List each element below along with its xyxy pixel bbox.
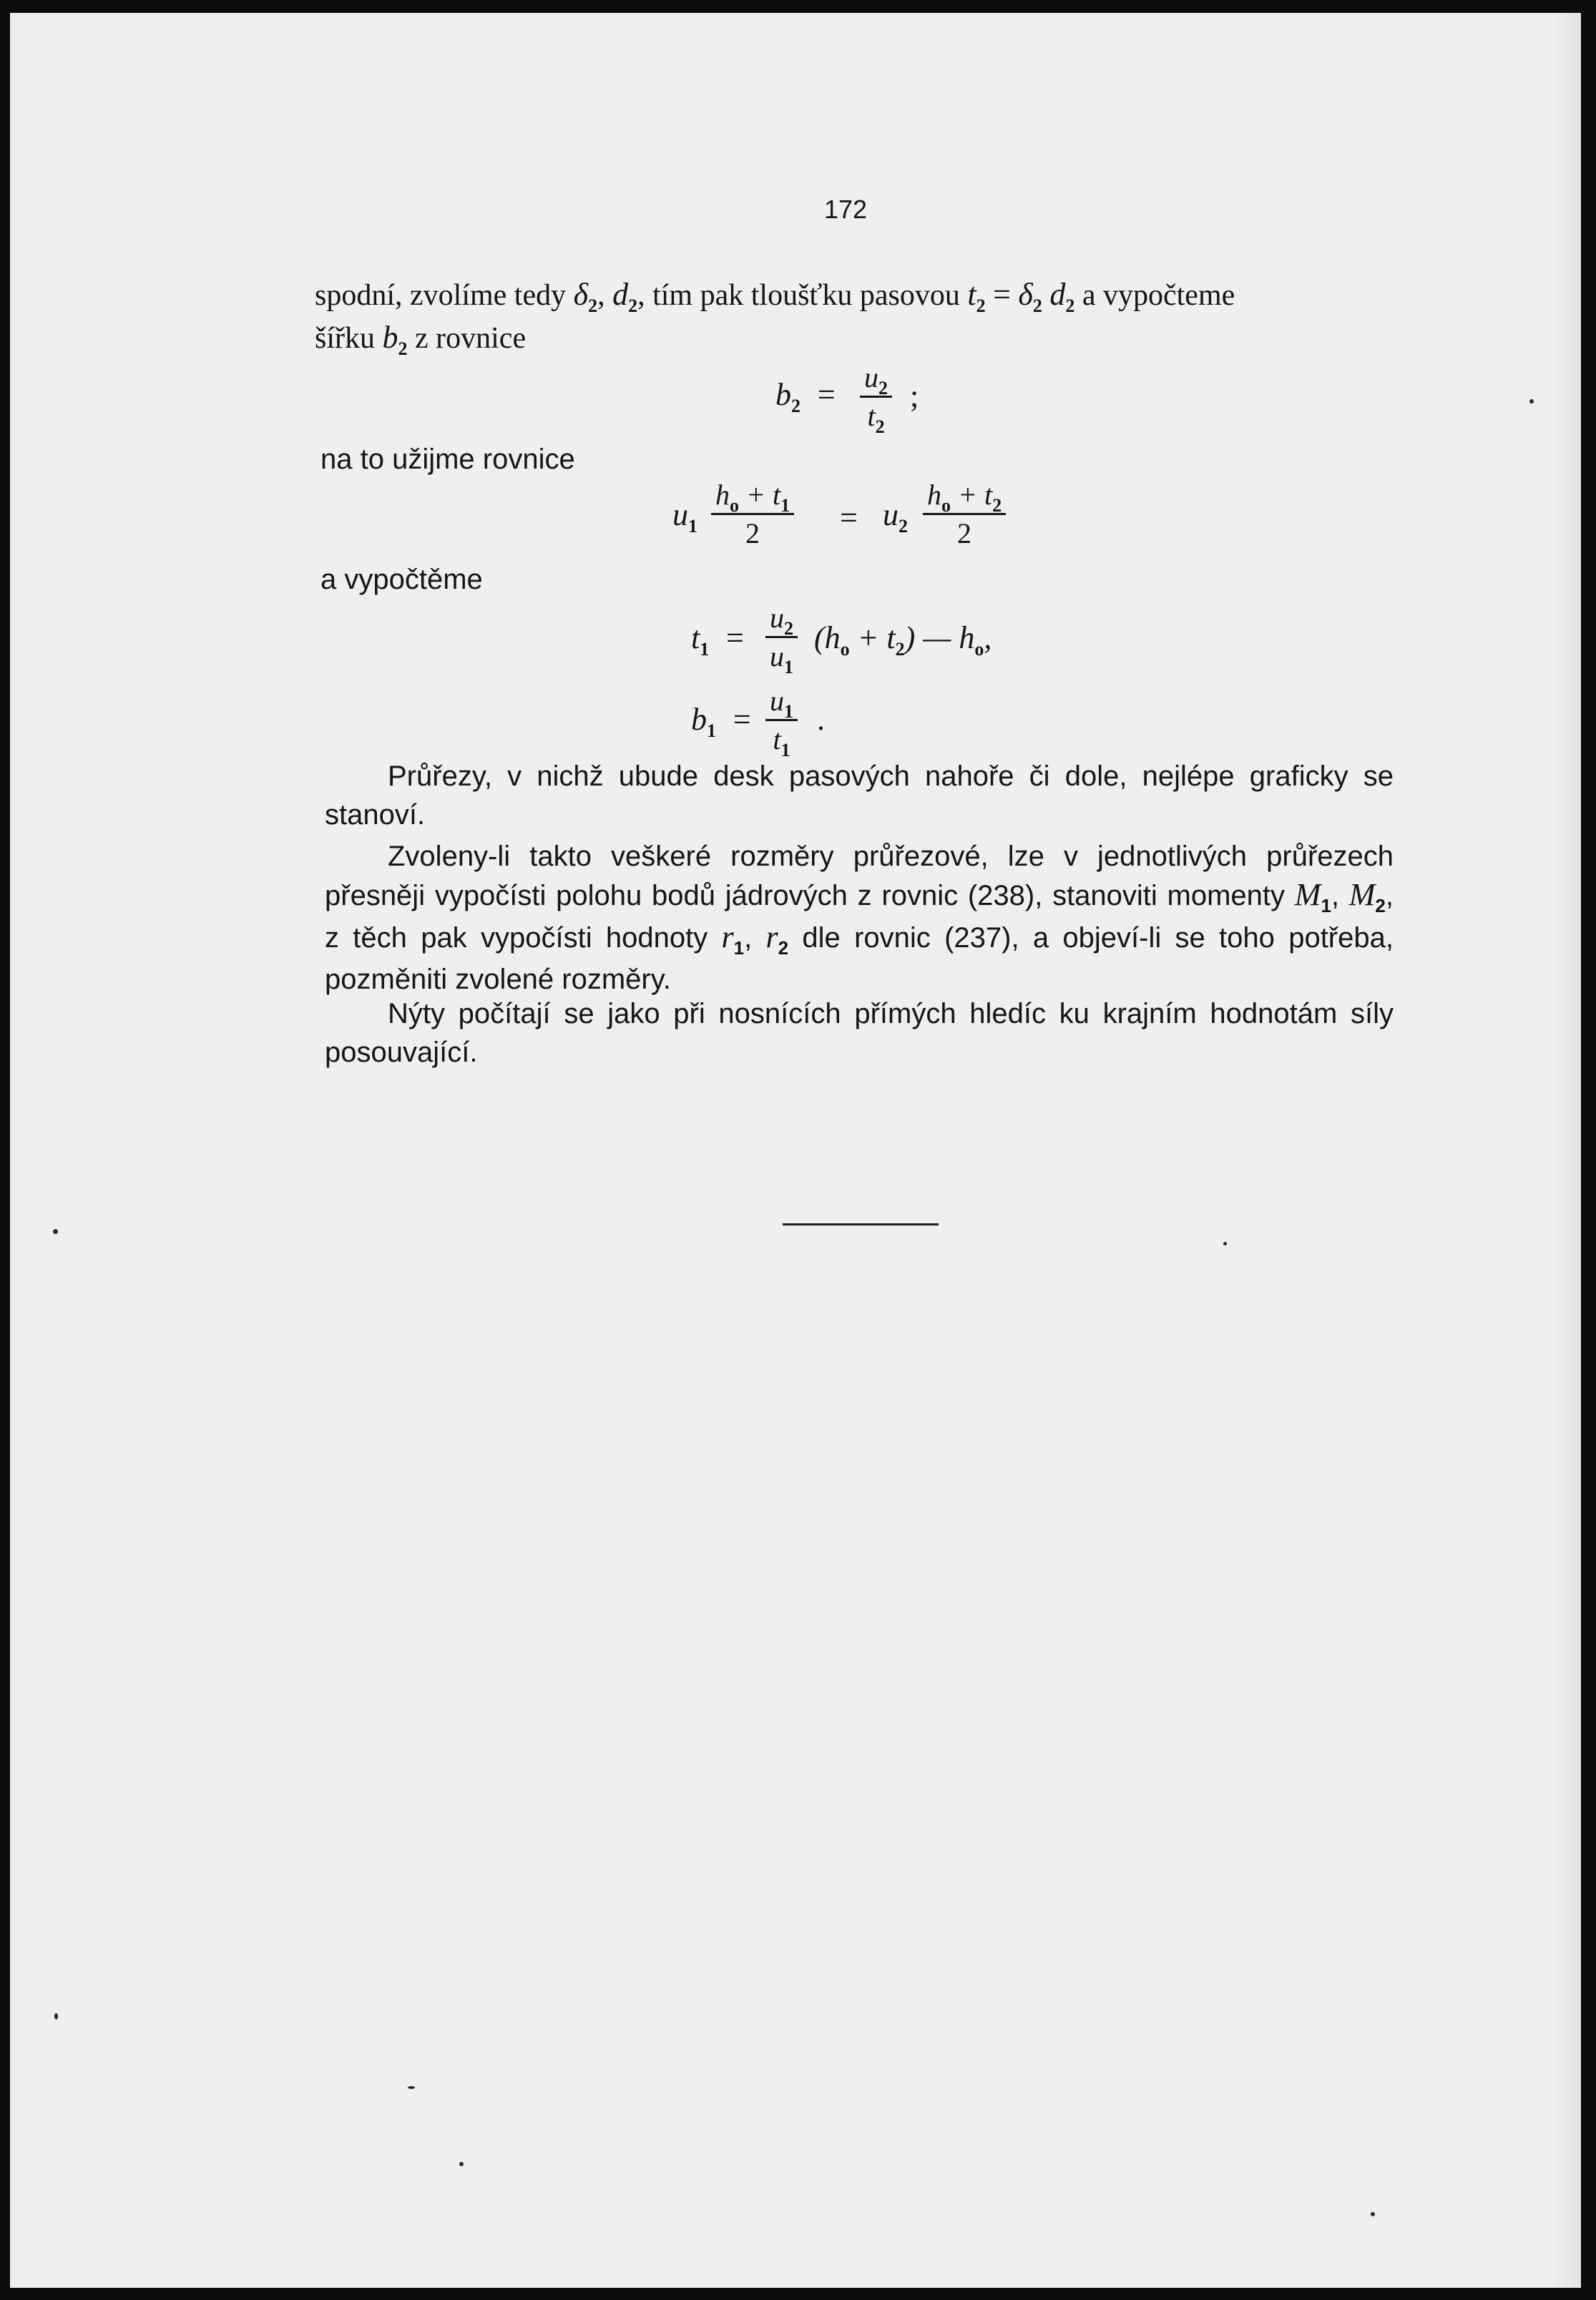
text-line-1: spodní, zvolíme tedy $\delta_2$, $d_2$, tím pak tloušťku pasovou $t_2 = \delta_2$ $d_2$ a vypočteme: [315, 277, 1235, 316]
scan-speck: [54, 2013, 58, 2020]
period: .: [817, 702, 825, 737]
fraction-h0-plus-t2-over-2: $\frac{h_o + t_2}{2}$: [923, 478, 1006, 550]
paragraph-prurezy: Průřezy, v nichž ubude desk pasových nahoře či dole, nejlépe graficky se stanoví.: [325, 760, 1394, 831]
fraction-u2-over-u1: $\frac{u_2}{u_1}$: [765, 601, 798, 673]
text-line-2: šířku $b_2$ z rovnice: [315, 320, 527, 359]
fraction-u1-over-t1: $\frac{u_1}{t_1}$: [765, 684, 798, 756]
scan-speck: [459, 2162, 464, 2166]
equation-t1-rhs: $(h_o + t_2)$ — $h_o$,: [814, 620, 992, 660]
page-number: 172: [824, 195, 868, 224]
page-sheet: [10, 13, 1581, 2288]
equation-u-left-factor: $u_1$: [672, 497, 697, 537]
semicolon: ;: [910, 378, 919, 413]
fraction-h0-plus-t1-over-2: $\frac{h_o + t_1}{2}$: [711, 478, 794, 550]
equation-u-right-factor: $u_2$: [883, 497, 908, 537]
scan-speck: [1371, 2212, 1375, 2216]
equation-b1-lhs: $b_1$ =: [691, 702, 753, 741]
page-edge-shadow: [1552, 13, 1581, 2288]
equation-b2: $b_2$ =: [775, 377, 837, 416]
paragraph-nyty: Nýty počítají se jako při nosnících přímých hledíc ku krajním hodnotám síly posouvající.: [325, 998, 1394, 1068]
end-rule: [783, 1223, 939, 1225]
scan-speck: [408, 2086, 415, 2089]
scan-speck: [1223, 1242, 1227, 1246]
equation-t1-lhs: $t_1$ =: [691, 620, 745, 660]
scan-speck: [1529, 399, 1534, 403]
paragraph-zvoleny: Zvoleny-li takto veškeré rozměry průřezové, lze v jednotlivých průřezech přesněji vypočísti polohu bodů jádrových z rovnic (238), stanoviti momenty $M_1$, $M_2$, z těch pak vypočísti hodnoty $r_1$, $r_2$ dle rovnic (237), a objeví-li se toho potřeba, pozměniti zvolené rozměry.: [325, 841, 1394, 995]
label-na-to: na to užijme rovnice: [320, 444, 575, 475]
equals-sign: =: [840, 500, 858, 535]
label-a-vypoctem: a vypočtěme: [320, 564, 483, 595]
scan-speck: [53, 1229, 58, 1234]
fraction-u2-over-t2: $\frac{u_2}{t_2}$: [860, 361, 892, 433]
